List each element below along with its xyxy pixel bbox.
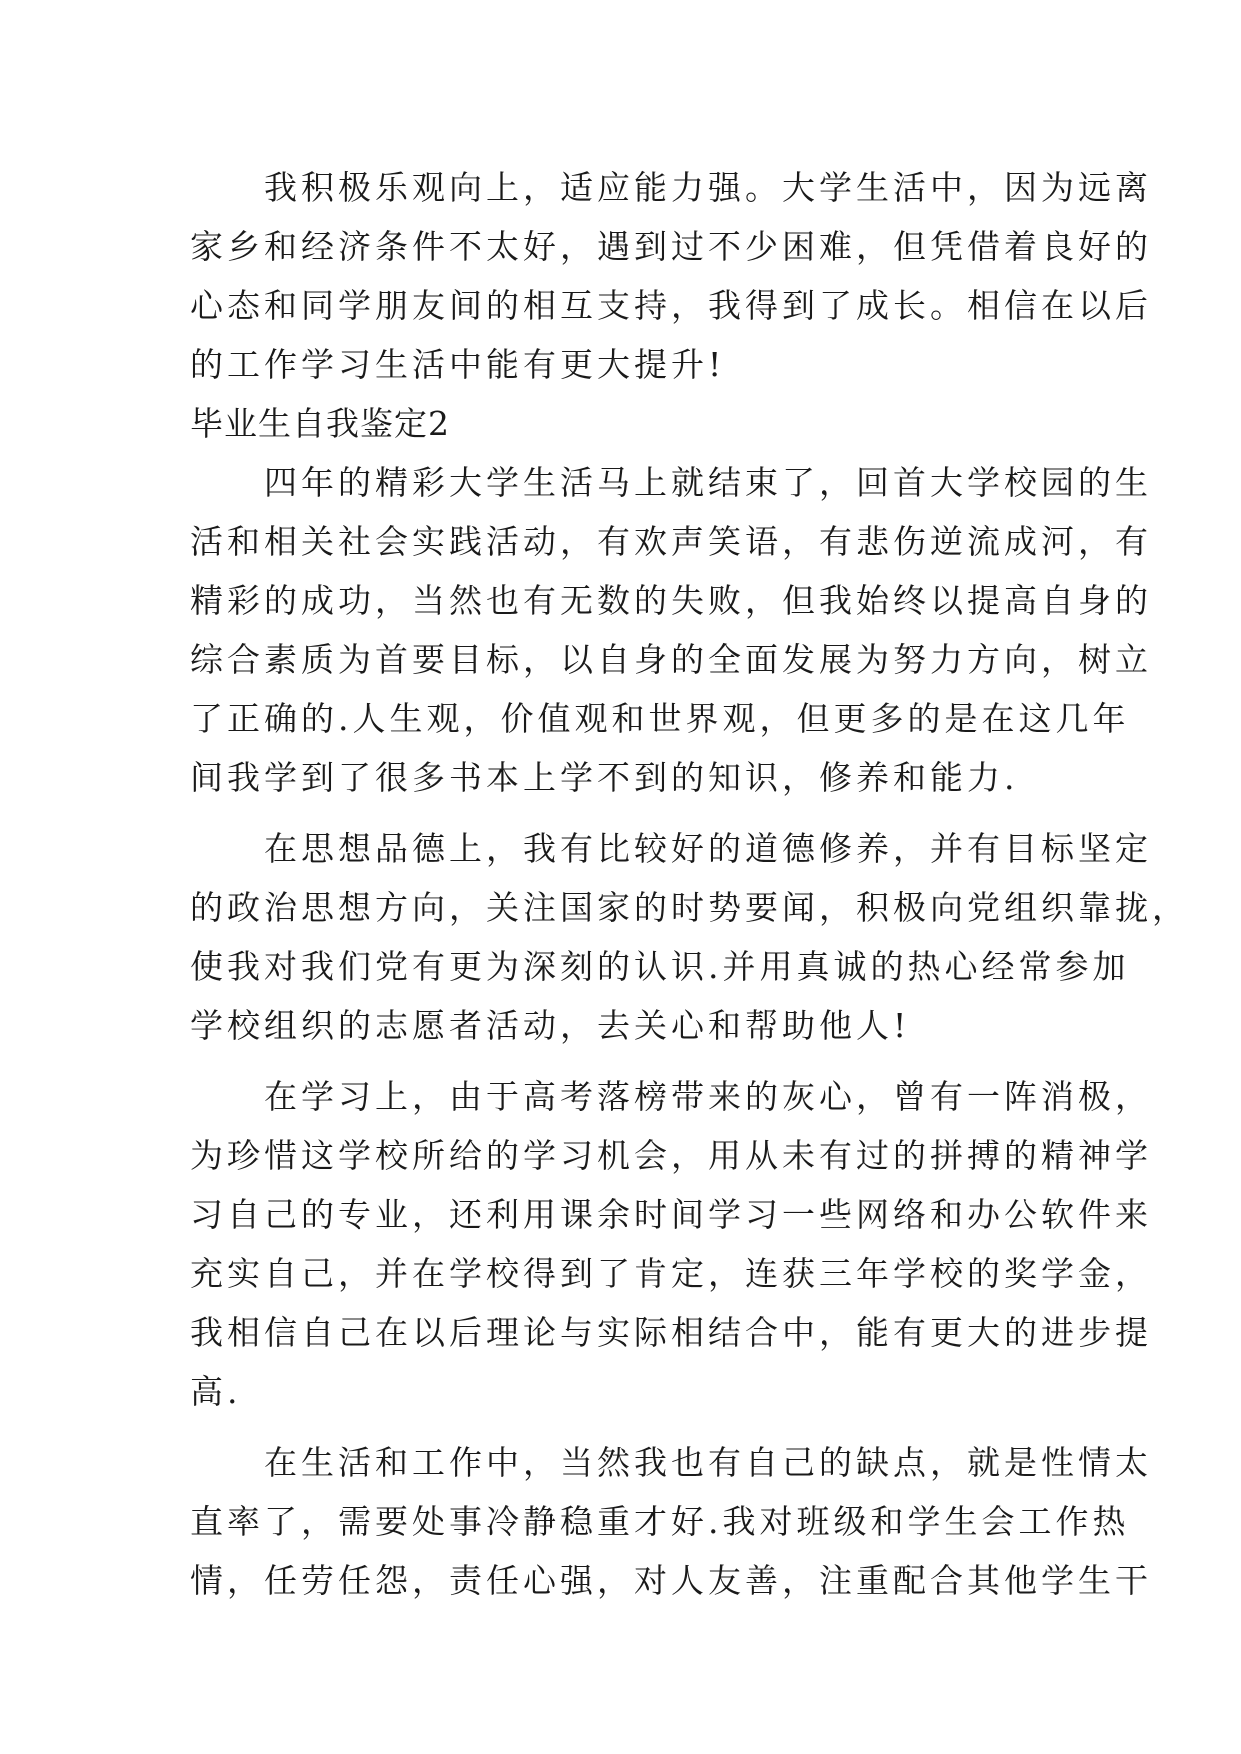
- text-line: 综合素质为首要目标，以自身的全面发展为努力方向，树立: [190, 640, 1152, 679]
- text-line: 精彩的成功，当然也有无数的失败，但我始终以提高自身的: [190, 581, 1152, 620]
- text-line: 四年的精彩大学生活马上就结束了，回首大学校园的生: [190, 463, 1152, 502]
- text-line: 为珍惜这学校所给的学习机会，用从未有过的拼搏的精神学: [190, 1136, 1152, 1175]
- document-body: [190, 158, 1189, 1610]
- paragraph-3: [190, 819, 1189, 1055]
- text-line: 的工作学习生活中能有更大提升!: [190, 345, 726, 384]
- text-line: 情，任劳任怨，责任心强，对人友善，注重配合其他学生干: [190, 1561, 1152, 1600]
- text-line: 充实自己，并在学校得到了肯定，连获三年学校的奖学金，: [190, 1254, 1152, 1293]
- text-line: 了正确的.人生观，价值观和世界观，但更多的是在这几年: [190, 699, 1130, 738]
- text-line: 的政治思想方向，关注国家的时势要闻，积极向党组织靠拢，: [190, 888, 1189, 927]
- text-line: 活和相关社会实践活动，有欢声笑语，有悲伤逆流成河，有: [190, 522, 1152, 561]
- paragraph-gap: [190, 807, 1050, 819]
- text-line: 我积极乐观向上，适应能力强。大学生活中，因为远离: [190, 168, 1152, 207]
- text-line: 高.: [190, 1372, 242, 1411]
- text-line: 在思想品德上，我有比较好的道德修养，并有目标坚定: [190, 829, 1152, 868]
- text-line: 心态和同学朋友间的相互支持，我得到了成长。相信在以后: [190, 286, 1152, 325]
- paragraph-1: [190, 158, 1152, 394]
- text-line: 直率了，需要处事冷静稳重才好.我对班级和学生会工作热: [190, 1502, 1130, 1541]
- text-line: 在学习上，由于高考落榜带来的灰心，曾有一阵消极，: [190, 1077, 1152, 1116]
- paragraph-5: [190, 1433, 1152, 1610]
- text-line: 我相信自己在以后理论与实际相结合中，能有更大的进步提: [190, 1313, 1152, 1352]
- paragraph-2: [190, 453, 1152, 807]
- paragraph-4: [190, 1067, 1152, 1421]
- text-line: 家乡和经济条件不太好，遇到过不少困难，但凭借着良好的: [190, 227, 1152, 266]
- text-line: 间我学到了很多书本上学不到的知识，修养和能力.: [190, 758, 1019, 797]
- section-heading: [190, 394, 1050, 453]
- text-line: 在生活和工作中，当然我也有自己的缺点，就是性情太: [190, 1443, 1152, 1482]
- paragraph-gap: [190, 1055, 1050, 1067]
- text-line: 学校组织的志愿者活动，去关心和帮助他人!: [190, 1006, 911, 1045]
- text-line: 习自己的专业，还利用课余时间学习一些网络和办公软件来: [190, 1195, 1152, 1234]
- text-line: 使我对我们党有更为深刻的认识.并用真诚的热心经常参加: [190, 947, 1130, 986]
- paragraph-gap: [190, 1421, 1050, 1433]
- section-title: 毕业生自我鉴定2: [190, 404, 450, 443]
